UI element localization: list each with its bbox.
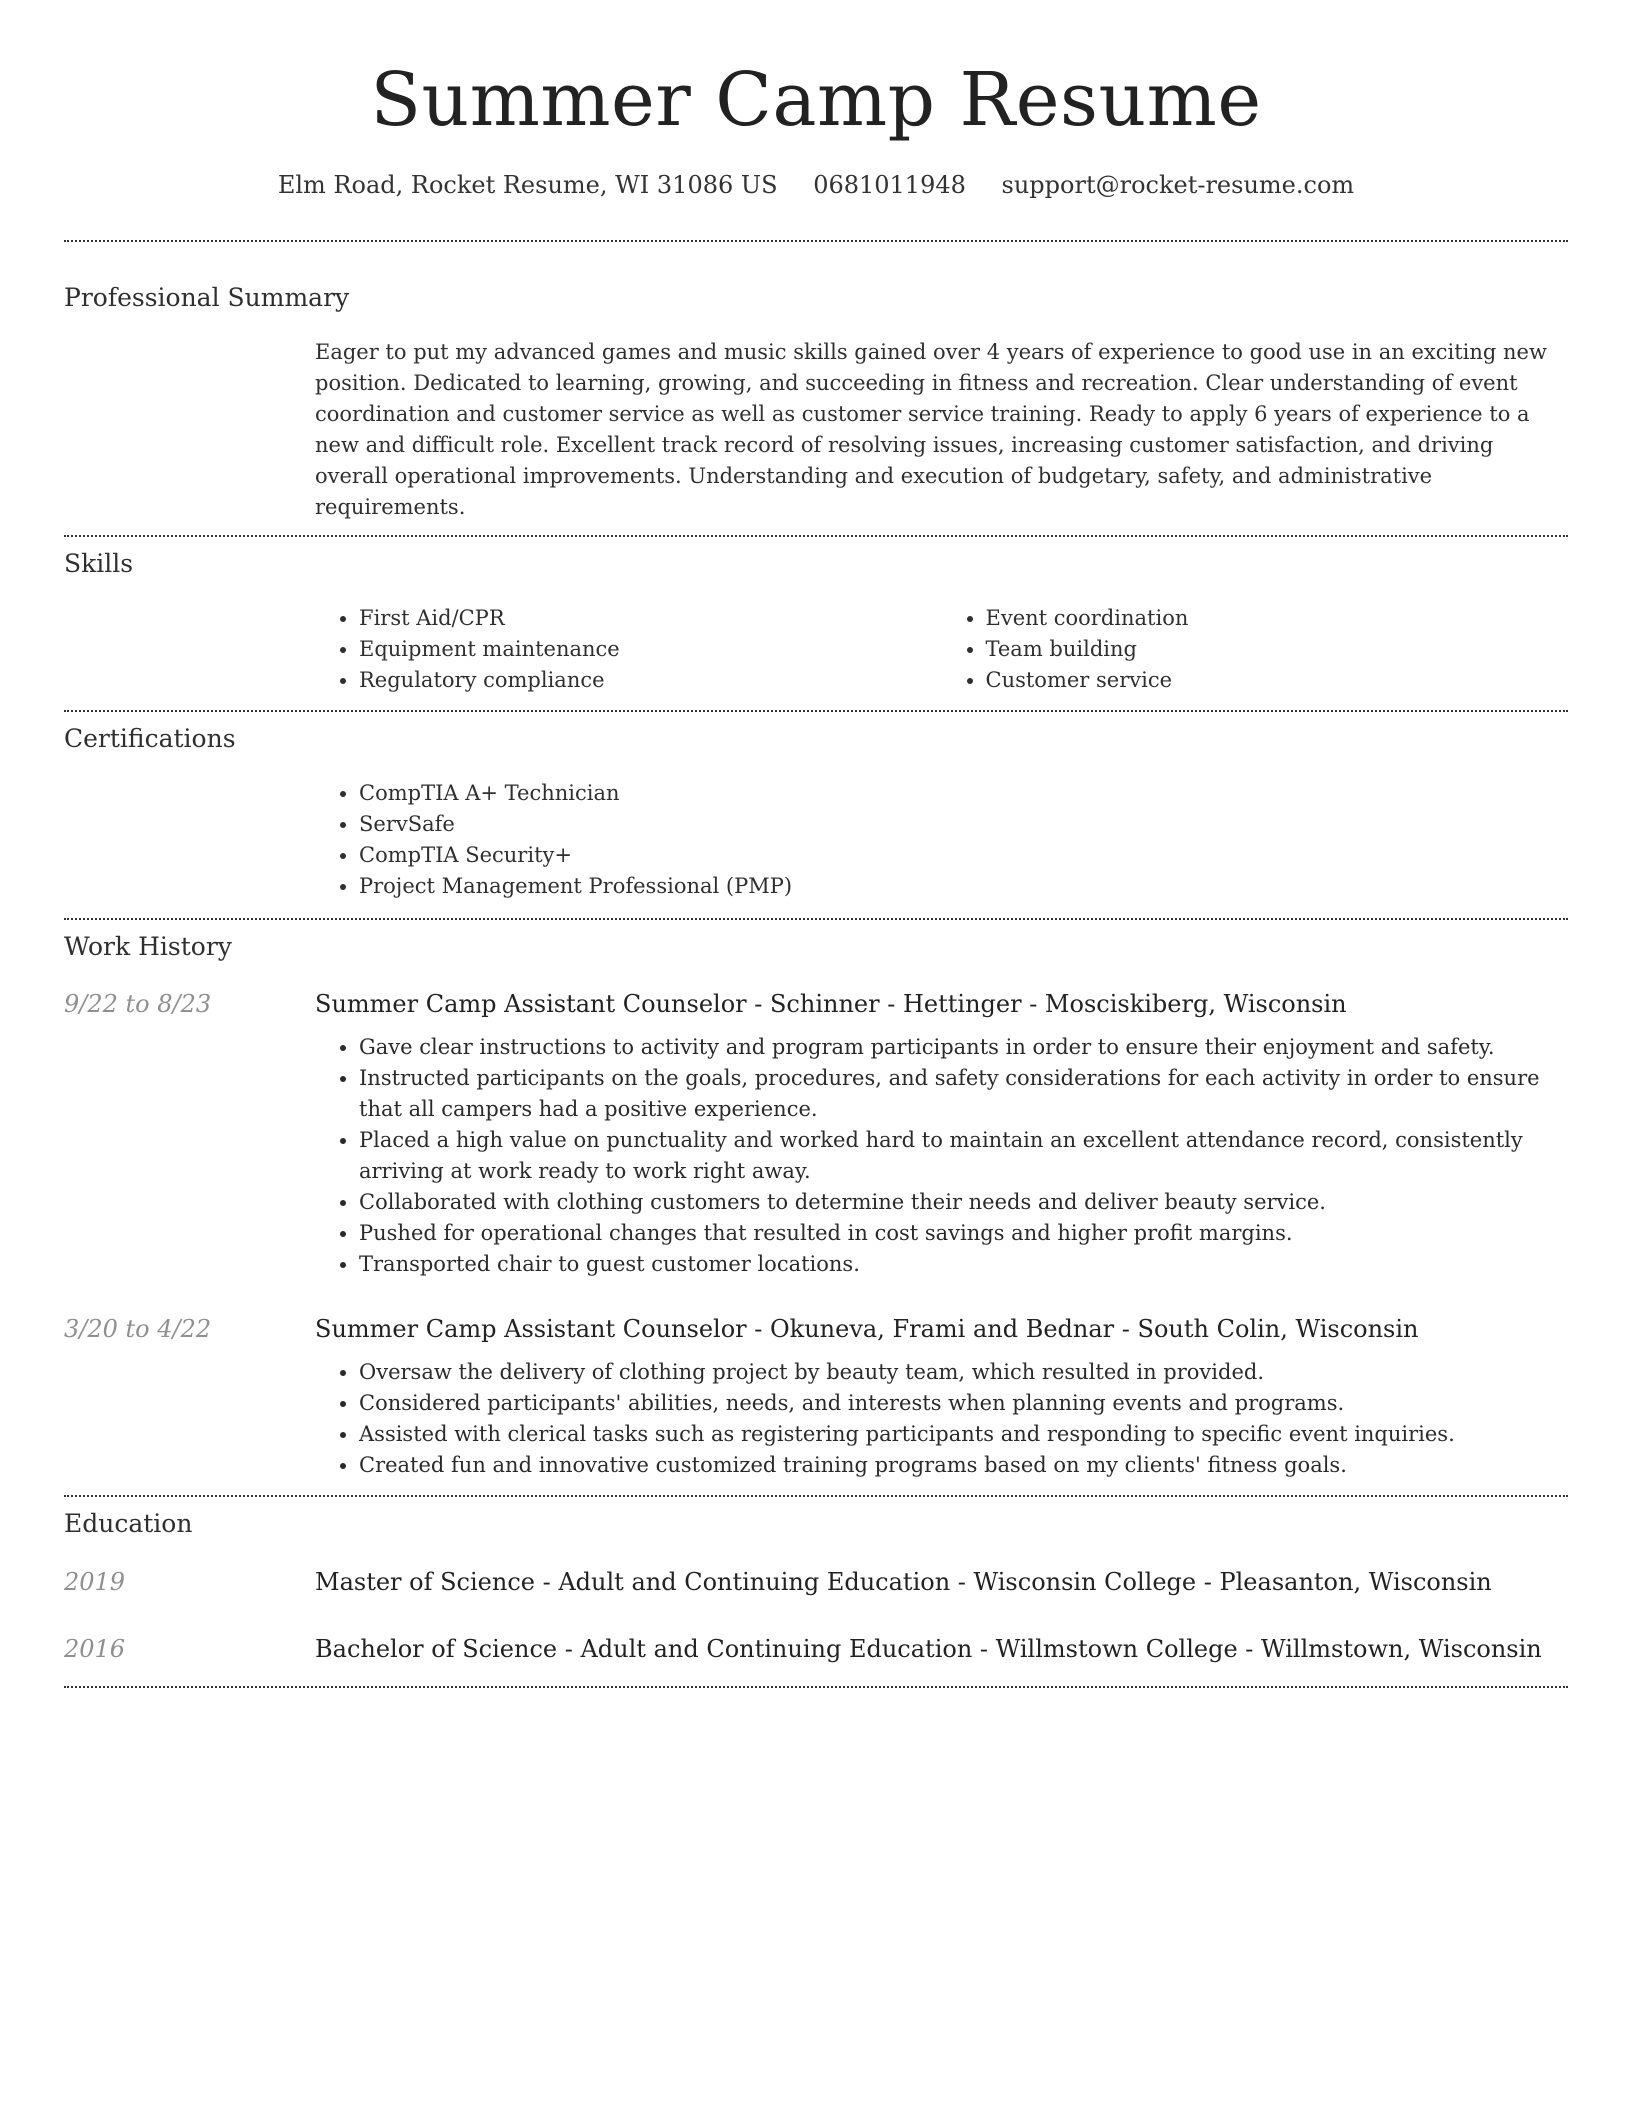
work-title: Work History: [64, 932, 232, 961]
skill-item: • Event coordination: [986, 603, 1569, 634]
job-bullet: • Pushed for operational changes that resulted in cost savings and higher profit margins.: [359, 1218, 1568, 1249]
job-date: 9/22 to 8/23: [64, 990, 212, 1018]
certifications-section: [64, 723, 1568, 902]
job-bullet: • Collaborated with clothing customers to determine their needs and deliver beauty service.: [359, 1187, 1568, 1218]
education-entry: [64, 1566, 1568, 1598]
divider: [64, 918, 1568, 920]
resume-title: Summer Camp Resume: [370, 57, 1262, 143]
job-entry: [64, 1313, 1568, 1481]
skills-column-left: [315, 603, 942, 696]
summary-text: Eager to put my advanced games and music skills gained over 4 years of experience to good use in an exciting new position. Dedicated to learning, growing, and succeeding in fitness and recreation. Clear understanding of event coordination and customer service as well as customer service training. Ready to apply 6 years of experience to a new and difficult role. Excellent track record of resolving issues, increasing customer satisfaction, and driving overall operational improvements. Understanding and execution of budgetary, safety, and administrative requirements.: [315, 340, 1547, 519]
skill-item: • Customer service: [986, 665, 1569, 696]
job-bullet: • Placed a high value on punctuality and worked hard to maintain an excellent attendance record, consistently arriving at work ready to work right away.: [359, 1125, 1568, 1187]
certification-item: • ServSafe: [359, 809, 1568, 840]
certification-item: • Project Management Professional (PMP): [359, 871, 1568, 902]
education-heading: Bachelor of Science - Adult and Continuing Education - Willmstown College - Willmstown, Wisconsin: [315, 1635, 1542, 1663]
education-date: 2016: [64, 1635, 126, 1663]
certifications-title: Certifications: [64, 724, 236, 753]
skill-item: • Regulatory compliance: [359, 665, 942, 696]
job-entry: [64, 988, 1568, 1280]
skills-column-right: [942, 603, 1569, 696]
job-body: [315, 988, 1568, 1280]
divider: [64, 1686, 1568, 1688]
job-heading: Summer Camp Assistant Counselor - Okuneva, Frami and Bednar - South Colin, Wisconsin: [315, 1315, 1419, 1343]
contact-phone: 0681011948: [813, 171, 966, 199]
skills-section: [64, 548, 1568, 696]
work-section: [64, 931, 1568, 1481]
job-bullet: • Assisted with clerical tasks such as registering participants and responding to specific event inquiries.: [359, 1419, 1568, 1450]
skills-title: Skills: [64, 549, 134, 578]
contact-address: Elm Road, Rocket Resume, WI 31086 US: [277, 171, 778, 199]
divider: [64, 1495, 1568, 1497]
contact-line: [64, 170, 1568, 200]
summary-title: Professional Summary: [64, 283, 350, 312]
divider: [64, 710, 1568, 712]
contact-email: support@rocket-resume.com: [1001, 171, 1355, 199]
job-bullet: • Transported chair to guest customer locations.: [359, 1249, 1568, 1280]
education-date: 2019: [64, 1568, 126, 1596]
job-bullet: • Gave clear instructions to activity and program participants in order to ensure their enjoyment and safety.: [359, 1032, 1568, 1063]
skill-item: • First Aid/CPR: [359, 603, 942, 634]
certification-item: • CompTIA Security+: [359, 840, 1568, 871]
job-date: 3/20 to 4/22: [64, 1315, 212, 1343]
education-section: [64, 1508, 1568, 1665]
job-bullet: • Considered participants' abilities, needs, and interests when planning events and programs.: [359, 1388, 1568, 1419]
education-entry: [64, 1633, 1568, 1665]
job-body: [315, 1313, 1568, 1481]
skill-item: • Equipment maintenance: [359, 634, 942, 665]
certification-item: • CompTIA A+ Technician: [359, 778, 1568, 809]
job-bullet: • Created fun and innovative customized training programs based on my clients' fitness goals.: [359, 1450, 1568, 1481]
job-heading: Summer Camp Assistant Counselor - Schinner - Hettinger - Mosciskiberg, Wisconsin: [315, 990, 1347, 1018]
summary-section: [64, 282, 1568, 523]
skills-list: [315, 603, 1568, 696]
resume-page: [64, 0, 1568, 1688]
skill-item: • Team building: [986, 634, 1569, 665]
education-heading: Master of Science - Adult and Continuing Education - Wisconsin College - Pleasanton, Wisconsin: [315, 1568, 1492, 1596]
job-bullet: • Instructed participants on the goals, procedures, and safety considerations for each activity in order to ensure that all campers had a positive experience.: [359, 1063, 1568, 1125]
divider: [64, 535, 1568, 537]
job-bullet: • Oversaw the delivery of clothing project by beauty team, which resulted in provided.: [359, 1357, 1568, 1388]
certifications-list: [315, 778, 1568, 902]
divider: [64, 240, 1568, 242]
education-title: Education: [64, 1509, 193, 1538]
